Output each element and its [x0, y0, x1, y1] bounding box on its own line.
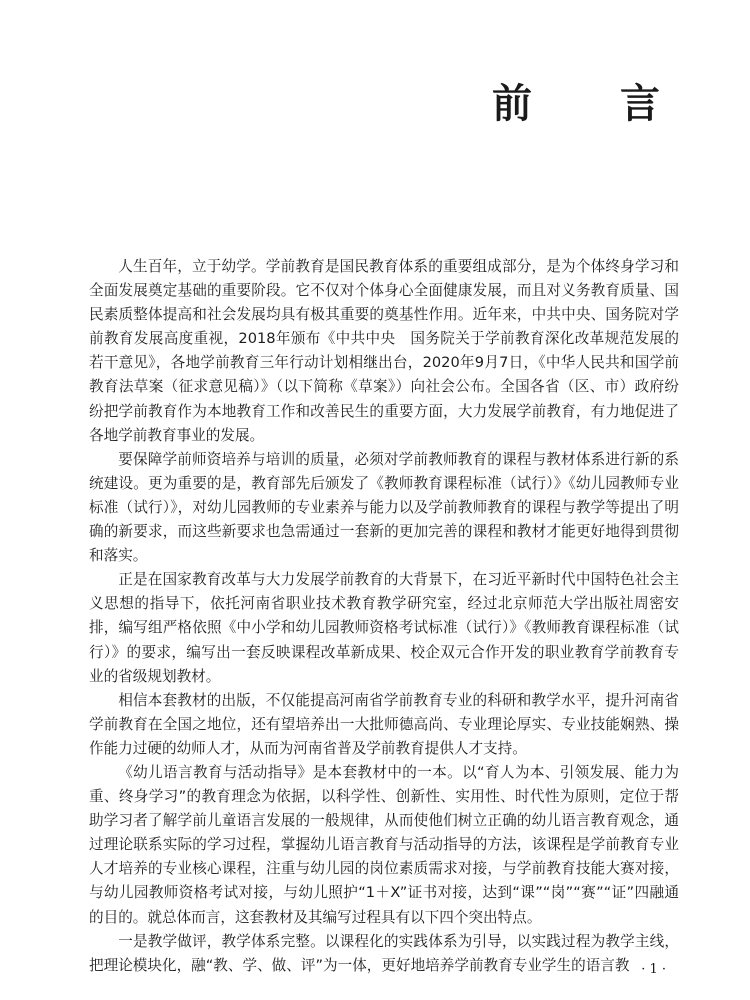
paragraph: 一是教学做评，教学体系完整。以课程化的实践体系为引导，以实践过程为教学主线，把理论模块化，融“教、学、做、评”为一体，更好地培养学前教育专业学生的语言教: [89, 932, 679, 974]
paragraph: 《幼儿语言教育与活动指导》是本套教材中的一本。以“育人为本、引领发展、能力为重、终身学习”的教育理念为依据，以科学性、创新性、实用性、时代性为原则，定位于帮助学习者了解学前儿童语言发展的一般规律，从而使他们树立正确的幼儿语言教育观念，通过理论联系实际的学习过程，掌握幼儿语言教育与活动指导的方法，该课程是学前教育专业人才培养的专业核心课程，注重与幼儿园的岗位素质需求对接，与学前教育技能大赛对接，与幼儿园教师资格考试对接，与幼儿照护“1＋X”证书对接，达到“课”“岗”“赛”“证”四融通的目的。就总体而言，这套教材及其编写过程具有以下四个突出特点。: [89, 763, 679, 926]
paragraph: 相信本套教材的出版，不仅能提高河南省学前教育专业的科研和教学水平，提升河南省学前教育在全国之地位，还有望培养出一大批师德高尚、专业理论厚实、专业技能娴熟、操作能力过硬的幼师人才，从而为河南省普及学前教育提供人才支持。: [89, 691, 679, 757]
paragraph: 要保障学前师资培养与培训的质量，必须对学前教师教育的课程与教材体系进行新的系统建设。更为重要的是，教育部先后颁发了《教师教育课程标准（试行）》《幼儿园教师专业标准（试行）》，对幼儿园教师的专业素养与能力以及学前教师教育的课程与教学等提出了明确的新要求，而这些新要求也急需通过一套新的更加完善的课程和教材才能更好地得到贯彻和落实。: [89, 450, 679, 565]
body-text: [89, 255, 679, 978]
paragraph: 人生百年，立于幼学。学前教育是国民教育体系的重要组成部分，是为个体终身学习和全面发展奠定基础的重要阶段。它不仅对个体身心全面健康发展，而且对义务教育质量、国民素质整体提高和社会发展均具有极其重要的奠基性作用。近年来，中共中央、国务院对学前教育发展高度重视，2018年颁布《中共中央 国务院关于学前教育深化改革规范发展的若干意见》，各地学前教育三年行动计划相继出台，2020年9月7日，《中华人民共和国学前教育法草案（征求意见稿）》（以下简称《草案》）向社会公布。全国各省（区、市）政府纷纷把学前教育作为本地教育工作和改善民生的重要方面，大力发展学前教育，有力地促进了各地学前教育事业的发展。: [89, 258, 679, 444]
paragraph: 正是在国家教育改革与大力发展学前教育的大背景下，在习近平新时代中国特色社会主义思想的指导下，依托河南省职业技术教育教学研究室，经过北京师范大学出版社周密安排，编写组严格依照《中小学和幼儿园教师资格考试标准（试行）》《教师教育课程标准（试行）》的要求，编写出一套反映课程改革新成果、校企双元合作开发的职业教育学前教育专业的省级规划教材。: [89, 571, 679, 685]
page-number: · 1 ·: [641, 962, 666, 977]
page-title: 前 言: [492, 80, 684, 127]
